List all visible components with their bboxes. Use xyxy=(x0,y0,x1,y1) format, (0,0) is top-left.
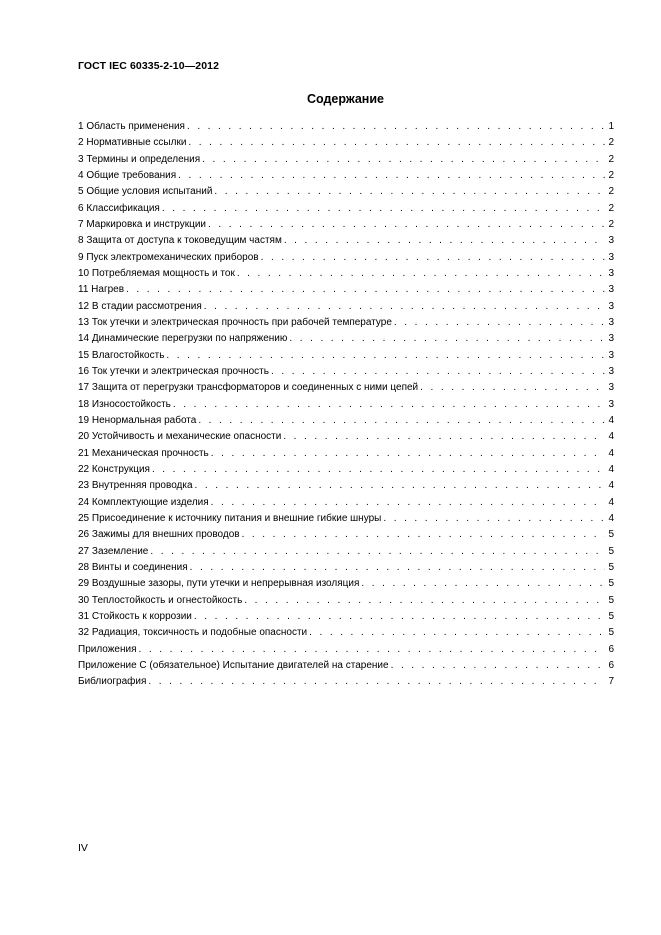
toc-entry xyxy=(78,201,614,217)
toc-entry-label: 12 В стадии рассмотрения xyxy=(78,300,202,312)
toc-leader-dots xyxy=(244,593,605,609)
toc-entry-page: 3 xyxy=(608,333,614,345)
toc-leader-dots xyxy=(383,511,605,527)
toc-leader-dots xyxy=(152,462,605,478)
toc-leader-dots xyxy=(420,380,605,396)
toc-entry-label: 21 Механическая прочность xyxy=(78,447,209,459)
toc-entry-page: 2 xyxy=(608,169,614,181)
toc-leader-dots xyxy=(271,364,605,380)
toc-leader-dots xyxy=(391,658,606,674)
toc-leader-dots xyxy=(204,299,606,315)
toc-entry-page: 3 xyxy=(608,267,614,279)
toc-leader-dots xyxy=(139,642,606,658)
toc-entry xyxy=(78,217,614,233)
toc-entry xyxy=(78,250,614,266)
toc-entry-label: 27 Заземление xyxy=(78,545,149,557)
toc-entry-label: 8 Защита от доступа к токоведущим частям xyxy=(78,235,282,247)
toc-entry-label: Библиография xyxy=(78,676,147,688)
toc-entry-page: 5 xyxy=(608,627,614,639)
toc-entry-page: 6 xyxy=(608,659,614,671)
toc-entry-label: Приложение С (обязательное) Испытание двигателей на старение xyxy=(78,659,389,671)
toc-entry-page: 7 xyxy=(608,676,614,688)
toc-entry-label: 16 Ток утечки и электрическая прочность xyxy=(78,365,269,377)
toc-entry xyxy=(78,625,614,641)
toc-entry-page: 5 xyxy=(608,545,614,557)
toc-leader-dots xyxy=(211,495,606,511)
toc-entry xyxy=(78,331,614,347)
toc-entry xyxy=(78,135,614,151)
toc-entry-label: 19 Ненормальная работа xyxy=(78,414,197,426)
toc-entry-label: 3 Термины и определения xyxy=(78,153,201,165)
toc-entry-label: 30 Теплостойкость и огнестойкость xyxy=(78,594,243,606)
toc-entry-page: 3 xyxy=(608,382,614,394)
toc-entry-label: 1 Область применения xyxy=(78,121,185,132)
toc-leader-dots xyxy=(195,478,606,494)
toc-leader-dots xyxy=(237,266,606,282)
toc-entry-page: 4 xyxy=(608,447,614,459)
toc-entry-label: Приложения xyxy=(78,643,137,655)
toc-entry-page: 5 xyxy=(608,594,614,606)
toc-entry-label: 25 Присоединение к источнику питания и внешние гибкие шнуры xyxy=(78,512,382,524)
toc-leader-dots xyxy=(178,168,605,184)
table-of-contents xyxy=(78,119,614,690)
toc-entry xyxy=(78,168,614,184)
toc-entry xyxy=(78,315,614,331)
toc-leader-dots xyxy=(202,152,605,168)
toc-entry xyxy=(78,658,614,674)
toc-entry-page: 5 xyxy=(608,561,614,573)
toc-entry-page: 4 xyxy=(608,414,614,426)
toc-entry-page: 4 xyxy=(608,512,614,524)
toc-entry xyxy=(78,674,614,690)
toc-entry-label: 28 Винты и соединения xyxy=(78,561,188,573)
toc-entry-page: 3 xyxy=(608,235,614,247)
toc-entry-page: 4 xyxy=(608,463,614,475)
toc-entry xyxy=(78,446,614,462)
toc-entry xyxy=(78,413,614,429)
toc-entry-page: 2 xyxy=(608,137,614,149)
toc-entry xyxy=(78,266,614,282)
toc-entry-label: 20 Устойчивость и механические опасности xyxy=(78,431,282,443)
toc-entry-page: 6 xyxy=(608,643,614,655)
toc-entry-page: 3 xyxy=(608,398,614,410)
toc-entry xyxy=(78,642,614,658)
toc-entry xyxy=(78,560,614,576)
toc-entry-label: 18 Износостойкость xyxy=(78,398,171,410)
toc-leader-dots xyxy=(394,315,606,331)
toc-entry xyxy=(78,119,614,135)
toc-entry-label: 22 Конструкция xyxy=(78,463,150,475)
toc-leader-dots xyxy=(208,217,605,233)
toc-leader-dots xyxy=(309,625,605,641)
toc-entry xyxy=(78,152,614,168)
toc-leader-dots xyxy=(284,233,606,249)
toc-leader-dots xyxy=(150,544,605,560)
toc-entry xyxy=(78,348,614,364)
toc-leader-dots xyxy=(190,560,606,576)
toc-leader-dots xyxy=(194,609,606,625)
toc-entry-page: 4 xyxy=(608,431,614,443)
toc-title: Содержание xyxy=(306,92,384,106)
toc-entry-label: 4 Общие требования xyxy=(78,169,177,181)
toc-entry-label: 6 Классификация xyxy=(78,202,160,214)
toc-entry xyxy=(78,576,614,592)
toc-entry-label: 5 Общие условия испытаний xyxy=(78,186,213,198)
toc-entry-label: 7 Маркировка и инструкции xyxy=(78,218,207,230)
toc-entry-page: 4 xyxy=(608,480,614,492)
toc-leader-dots xyxy=(126,282,605,298)
toc-entry-label: 32 Радиация, токсичность и подобные опасности xyxy=(78,627,308,639)
toc-entry xyxy=(78,299,614,315)
toc-entry-page: 3 xyxy=(608,251,614,263)
toc-entry-label: 10 Потребляемая мощность и ток xyxy=(78,267,235,279)
toc-entry xyxy=(78,478,614,494)
toc-entry-label: 29 Воздушные зазоры, пути утечки и непрерывная изоляция xyxy=(78,578,360,590)
toc-leader-dots xyxy=(148,674,605,690)
toc-entry-label: 26 Зажимы для внешних проводов xyxy=(78,529,240,541)
toc-leader-dots xyxy=(283,429,605,445)
toc-entry-page: 3 xyxy=(608,349,614,361)
toc-entry-page: 2 xyxy=(608,218,614,230)
toc-entry-label: 13 Ток утечки и электрическая прочность при рабочей температуре xyxy=(78,316,392,328)
toc-entry xyxy=(78,397,614,413)
toc-entry-page: 3 xyxy=(608,300,614,312)
toc-leader-dots xyxy=(242,527,606,543)
toc-entry-page: 2 xyxy=(608,202,614,214)
toc-entry-label: 14 Динамические перегрузки по напряжению xyxy=(78,333,288,345)
toc-entry xyxy=(78,282,614,298)
toc-leader-dots xyxy=(214,184,605,200)
toc-entry xyxy=(78,429,614,445)
toc-entry-label: 17 Защита от перегрузки трансформаторов и соединенных с ними цепей xyxy=(78,382,419,394)
toc-entry xyxy=(78,380,614,396)
toc-entry-page: 2 xyxy=(608,186,614,198)
toc-leader-dots xyxy=(261,250,606,266)
toc-entry-page: 2 xyxy=(608,153,614,165)
toc-entry-page: 5 xyxy=(608,610,614,622)
toc-entry xyxy=(78,233,614,249)
toc-entry xyxy=(78,527,614,543)
toc-entry-label: 15 Влагостойкость xyxy=(78,349,165,361)
toc-entry xyxy=(78,462,614,478)
toc-leader-dots xyxy=(187,119,605,135)
toc-entry xyxy=(78,495,614,511)
toc-entry-page: 3 xyxy=(608,365,614,377)
toc-entry xyxy=(78,593,614,609)
toc-leader-dots xyxy=(198,413,605,429)
toc-entry xyxy=(78,364,614,380)
toc-entry xyxy=(78,184,614,200)
toc-leader-dots xyxy=(162,201,606,217)
toc-leader-dots xyxy=(166,348,605,364)
toc-entry xyxy=(78,511,614,527)
toc-entry-page: 3 xyxy=(608,316,614,328)
toc-entry xyxy=(78,544,614,560)
toc-leader-dots xyxy=(361,576,605,592)
toc-leader-dots xyxy=(211,446,606,462)
toc-leader-dots xyxy=(188,135,605,151)
toc-leader-dots xyxy=(173,397,606,413)
toc-entry-label: 2 Нормативные ссылки xyxy=(78,137,187,149)
toc-entry-label: 9 Пуск электромеханических приборов xyxy=(78,251,259,263)
toc-entry-page: 3 xyxy=(608,284,614,296)
page-number: IV xyxy=(78,842,88,854)
toc-entry-label: 23 Внутренняя проводка xyxy=(78,480,193,492)
toc-entry-page: 5 xyxy=(608,529,614,541)
toc-entry-page: 5 xyxy=(608,578,614,590)
toc-entry-label: 11 Нагрев xyxy=(78,284,125,296)
toc-entry-label: 24 Комплектующие изделия xyxy=(78,496,209,508)
toc-entry-label: 31 Стойкость к коррозии xyxy=(78,610,192,622)
toc-leader-dots xyxy=(289,331,605,347)
toc-entry-page: 4 xyxy=(608,496,614,508)
toc-entry xyxy=(78,609,614,625)
document-header: ГОСТ IEC 60335-2-10—2012 xyxy=(78,60,220,72)
toc-entry-page: 1 xyxy=(608,121,614,132)
